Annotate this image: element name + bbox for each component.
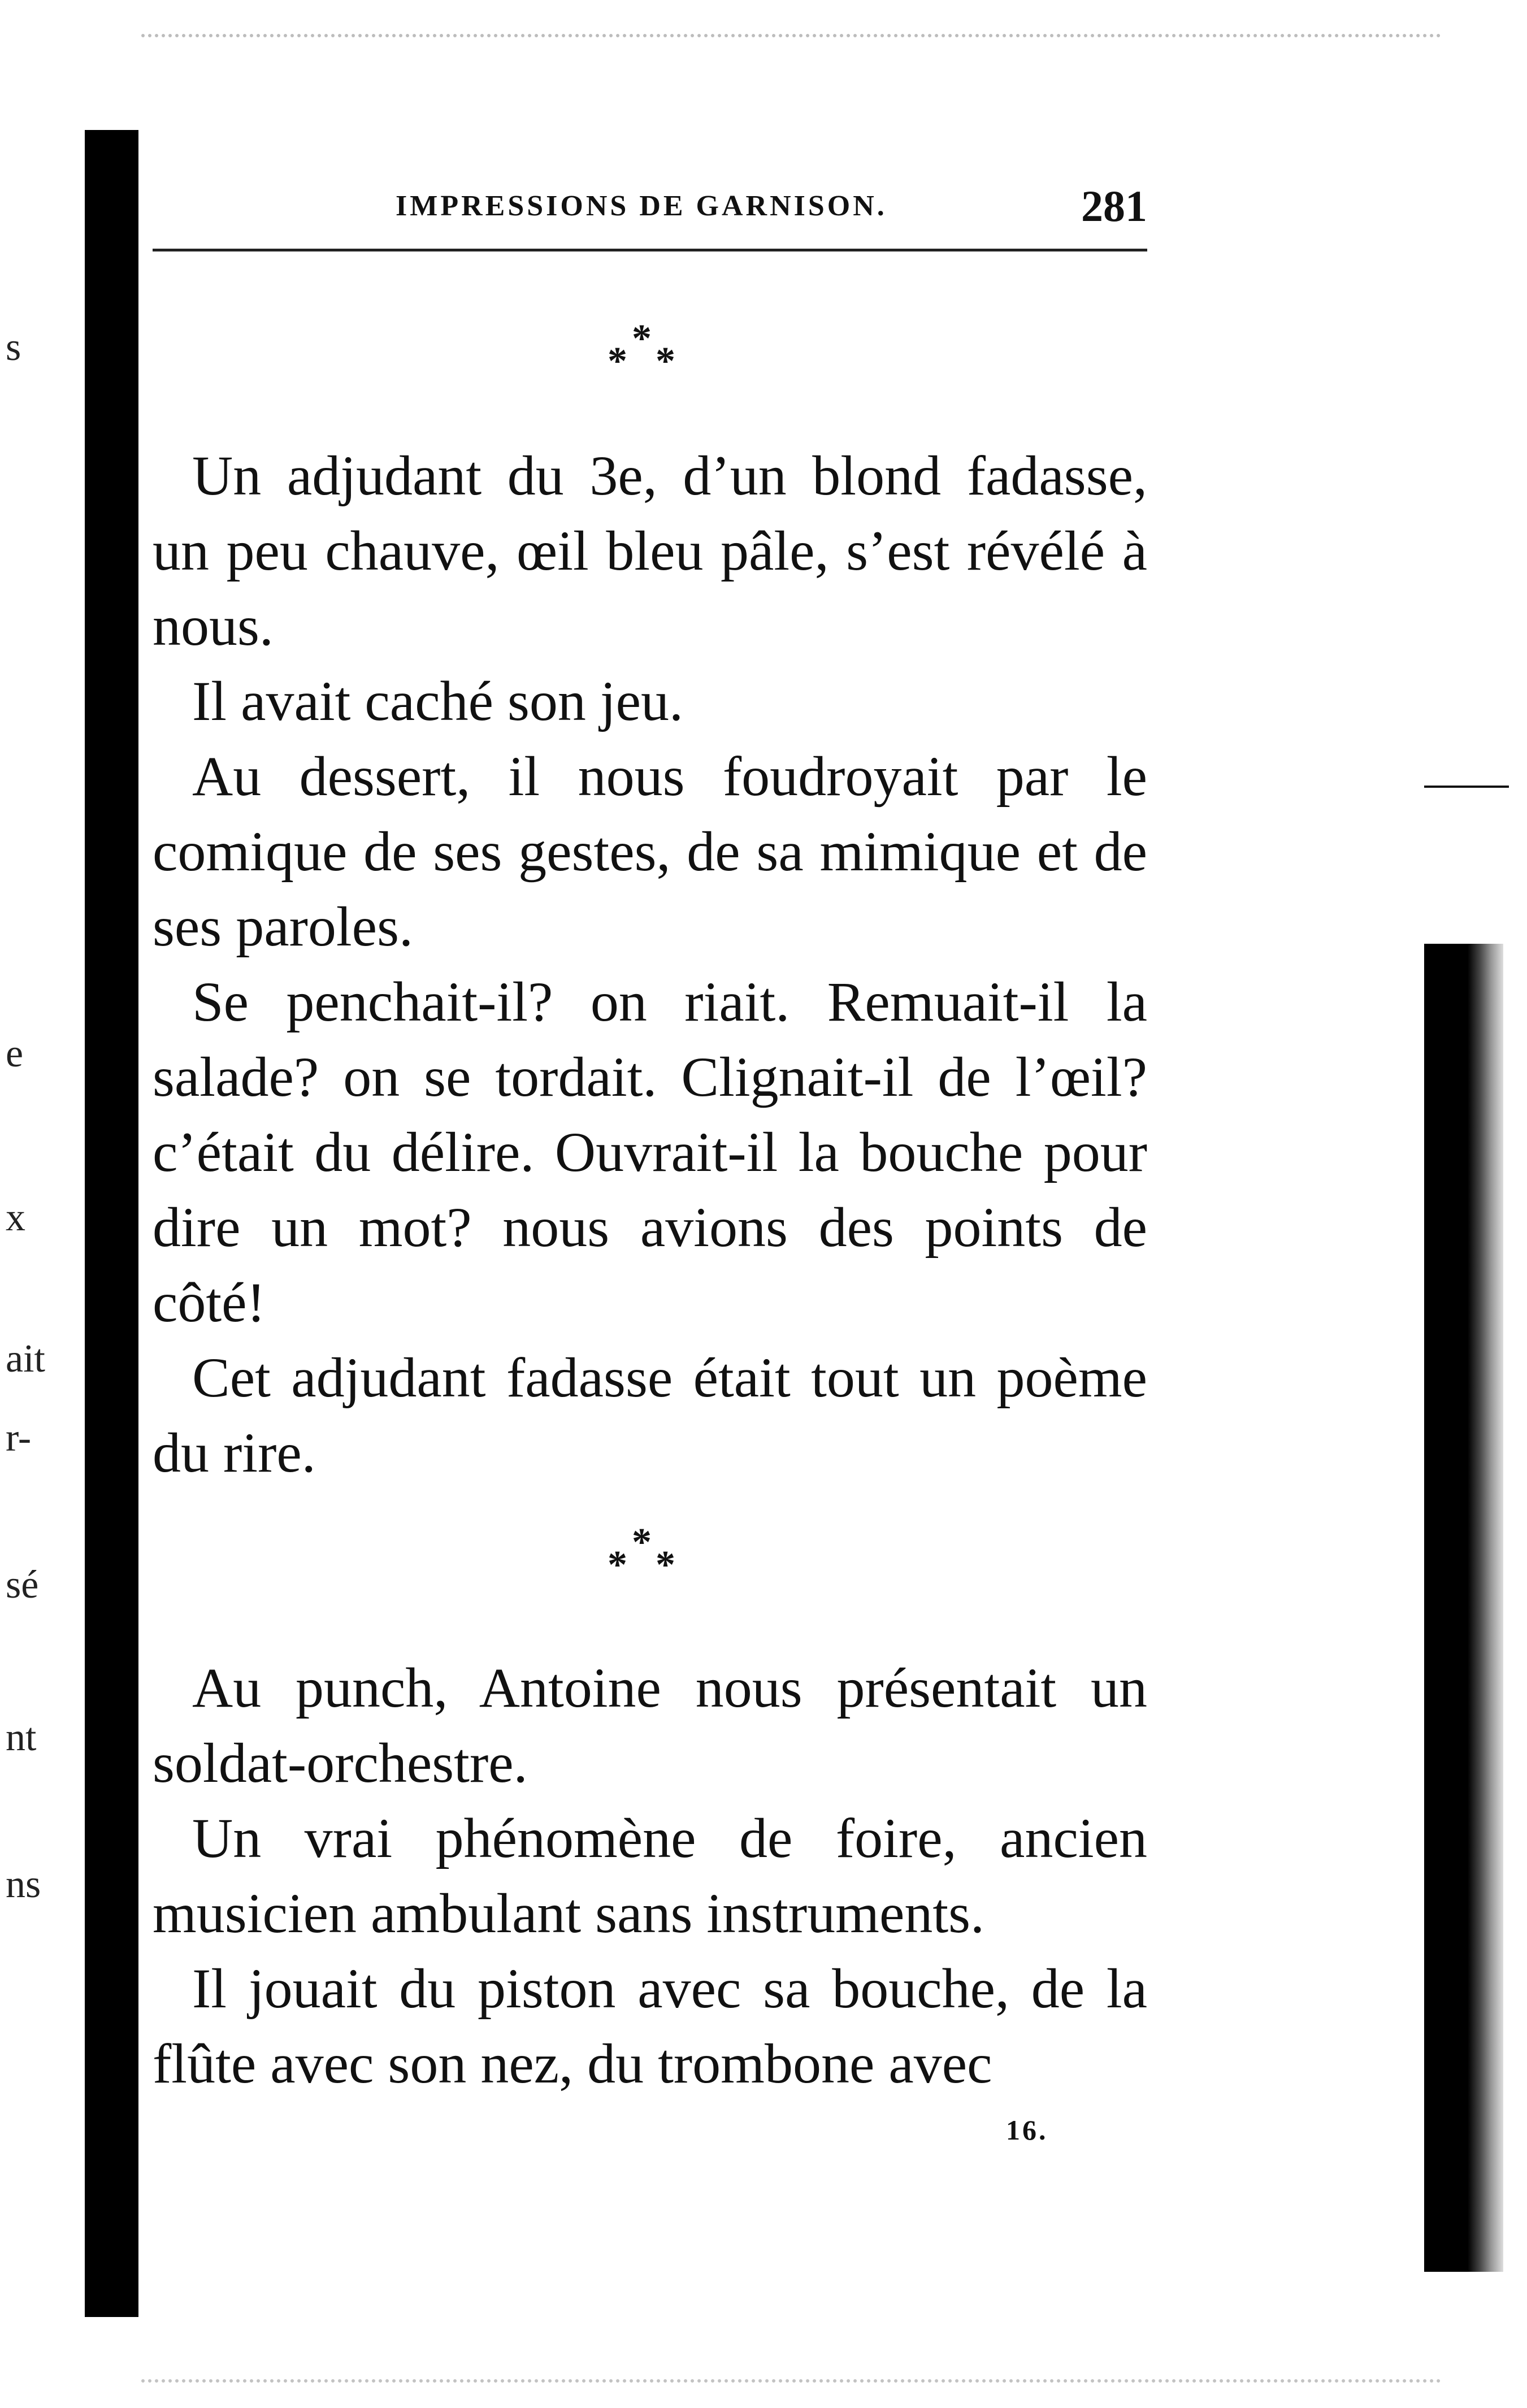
facing-fragment: x bbox=[6, 1196, 25, 1239]
paragraph: Un adjudant du 3e, d’un blond fadasse, un peu chauve, œil bleu pâle, s’est révélé à nous. bbox=[153, 444, 1147, 657]
facing-fragment: s bbox=[6, 326, 21, 369]
asterisk: * bbox=[632, 1521, 652, 1564]
margin-mark bbox=[1424, 786, 1509, 788]
page-header bbox=[153, 181, 1147, 232]
paragraph: Au dessert, il nous foudroyait par le comique de ses gestes, de sa mimique et de ses paroles. bbox=[153, 745, 1147, 958]
paragraph: Il jouait du piston avec sa bouche, de la flûte avec son nez, du trombone avec bbox=[153, 1957, 1147, 2095]
asterisk: * bbox=[608, 340, 627, 383]
header-rule bbox=[153, 249, 1147, 251]
paragraph: Un vrai phénomène de foire, ancien musicien ambulant sans instruments. bbox=[153, 1807, 1147, 1945]
scan-edge-top bbox=[141, 34, 1441, 60]
asterisk: * bbox=[656, 340, 675, 383]
page-number: 281 bbox=[1081, 181, 1147, 231]
binding-shadow-right bbox=[1424, 944, 1503, 2272]
asterisk: * bbox=[608, 1543, 627, 1587]
paragraph: Il avait caché son jeu. bbox=[192, 670, 684, 732]
asterisk: * bbox=[656, 1543, 675, 1587]
running-title: IMPRESSIONS DE GARNISON. bbox=[396, 190, 887, 222]
binding-shadow-left bbox=[85, 130, 138, 2317]
section-2-text bbox=[153, 1650, 1147, 2101]
signature-mark: 16. bbox=[1006, 2114, 1048, 2146]
scan-edge-bottom bbox=[141, 2357, 1441, 2383]
facing-fragment: sé bbox=[6, 1563, 39, 1607]
facing-fragment: ait bbox=[6, 1337, 45, 1381]
section-1-text bbox=[153, 438, 1147, 1490]
facing-fragment: nt bbox=[6, 1716, 37, 1759]
paragraph: Cet adjudant fadasse était tout un poème du rire. bbox=[153, 1346, 1147, 1484]
section-break-asterism bbox=[588, 1520, 701, 1605]
section-break-asterism bbox=[588, 316, 701, 401]
facing-page-fragments bbox=[0, 0, 79, 2408]
paragraph: Se penchait-il? on riait. Remuait-il la salade? on se tordait. Clignait-il de l’œil? c’était du délire. Ouvrait-il la bouche pour dire un mot? nous avions des points de côté! bbox=[153, 970, 1147, 1334]
asterisk: * bbox=[632, 317, 652, 361]
facing-fragment: e bbox=[6, 1032, 24, 1075]
paragraph: Au punch, Antoine nous présentait un soldat-orchestre. bbox=[153, 1656, 1147, 1794]
facing-fragment: ns bbox=[6, 1863, 41, 1906]
facing-fragment: r- bbox=[6, 1416, 32, 1460]
